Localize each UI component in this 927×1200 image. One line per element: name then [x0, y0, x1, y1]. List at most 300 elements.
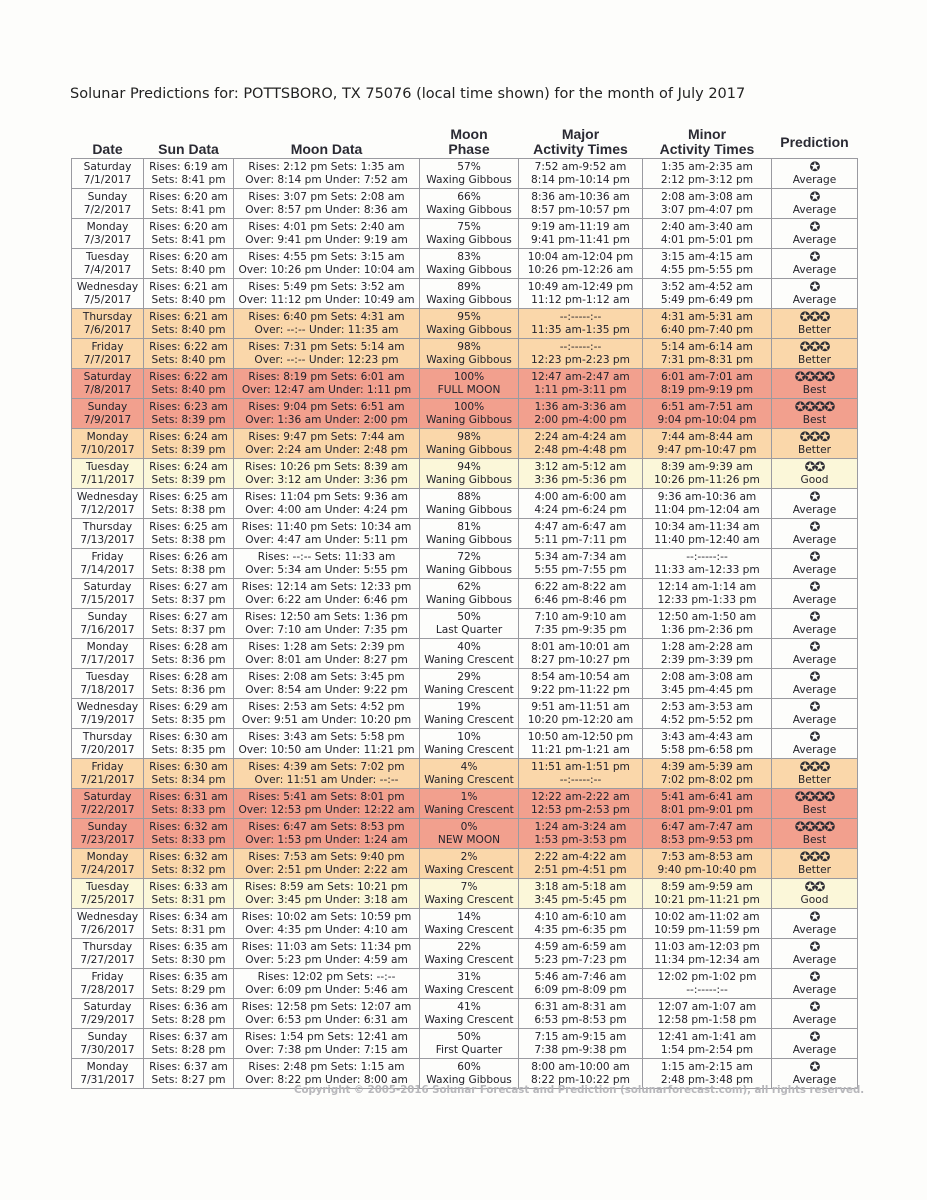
table-row: [72, 879, 858, 909]
phase-percent: 29%: [457, 671, 481, 683]
moon-phase-cell: [420, 759, 519, 789]
major-times-cell: [519, 969, 643, 999]
minor-times-cell: [643, 489, 772, 519]
phase-name: Waning Gibbous: [425, 503, 513, 516]
moon-phase-cell: [420, 369, 519, 399]
date-cell: [72, 339, 144, 369]
sun-data-cell: [144, 219, 234, 249]
major-times-cell: [519, 939, 643, 969]
sunset-time: Sets: 8:40 pm: [151, 263, 226, 276]
prediction-stars-icon: ✪: [809, 220, 820, 235]
moon-over-under: Over: 11:12 pm Under: 10:49 am: [238, 293, 415, 306]
table-row: [72, 459, 858, 489]
moon-over-under: Over: 1:36 am Under: 2:00 pm: [245, 413, 408, 426]
moon-rise-set: Rises: 4:01 pm Sets: 2:40 am: [248, 221, 405, 233]
major-times-cell: [519, 999, 643, 1029]
prediction-cell: [772, 189, 858, 219]
prediction-cell: [772, 789, 858, 819]
phase-percent: 10%: [457, 731, 481, 743]
day-of-week: Saturday: [83, 1001, 132, 1013]
minor-times-cell: [643, 729, 772, 759]
minor-time-1: 9:36 am-10:36 am: [657, 491, 757, 503]
day-of-week: Tuesday: [85, 251, 130, 263]
prediction-cell: [772, 159, 858, 189]
day-of-week: Friday: [91, 551, 124, 563]
moon-phase-cell: [420, 249, 519, 279]
minor-time-2: --:-----:--: [686, 983, 728, 996]
sunrise-time: Rises: 6:32 am: [149, 851, 228, 863]
phase-name: Waning Crescent: [424, 713, 514, 726]
major-times-cell: [519, 729, 643, 759]
phase-name: Waxing Crescent: [424, 893, 514, 906]
major-times-cell: [519, 399, 643, 429]
moon-rise-set: Rises: 4:39 am Sets: 7:02 pm: [248, 761, 405, 773]
minor-times-cell: [643, 159, 772, 189]
moon-data-cell: [234, 249, 420, 279]
prediction-cell: [772, 639, 858, 669]
moon-data-cell: [234, 189, 420, 219]
prediction-cell: [772, 399, 858, 429]
day-of-week: Saturday: [83, 581, 132, 593]
prediction-cell: [772, 699, 858, 729]
prediction-stars-icon: ✪: [809, 580, 820, 595]
phase-name: Waning Gibbous: [425, 593, 513, 606]
sun-data-cell: [144, 249, 234, 279]
minor-time-2: 3:07 pm-4:07 pm: [660, 203, 754, 216]
moon-phase-cell: [420, 1029, 519, 1059]
minor-times-cell: [643, 519, 772, 549]
moon-over-under: Over: 12:53 pm Under: 12:22 am: [238, 803, 415, 816]
sun-data-cell: [144, 759, 234, 789]
major-time-2: 5:11 pm-7:11 pm: [534, 533, 627, 546]
sun-data-cell: [144, 519, 234, 549]
sun-data-cell: [144, 279, 234, 309]
minor-time-1: 4:31 am-5:31 am: [661, 311, 753, 323]
moon-rise-set: Rises: 11:04 pm Sets: 9:36 am: [245, 491, 408, 503]
moon-rise-set: Rises: 6:47 am Sets: 8:53 pm: [248, 821, 405, 833]
sunrise-time: Rises: 6:21 am: [149, 281, 228, 293]
prediction-cell: [772, 429, 858, 459]
table-row: [72, 489, 858, 519]
table-row: [72, 579, 858, 609]
prediction-label: Average: [792, 504, 837, 516]
moon-over-under: Over: 8:14 pm Under: 7:52 am: [245, 173, 408, 186]
date-value: 7/3/2017: [83, 233, 132, 246]
prediction-stars-icon: ✪✪: [804, 460, 825, 475]
minor-time-1: 8:59 am-9:59 am: [661, 881, 753, 893]
prediction-stars-icon: ✪: [809, 940, 820, 955]
page-title: Solunar Predictions for: POTTSBORO, TX 75076 (local time shown) for the month of July 2017: [70, 86, 746, 102]
sunset-time: Sets: 8:38 pm: [151, 503, 226, 516]
major-time-1: 4:47 am-6:47 am: [534, 521, 627, 533]
minor-time-2: 7:31 pm-8:31 pm: [660, 353, 754, 366]
prediction-label: Good: [800, 894, 829, 906]
major-times-cell: [519, 249, 643, 279]
table-row: [72, 759, 858, 789]
day-of-week: Friday: [91, 341, 124, 353]
phase-percent: 2%: [460, 851, 478, 863]
major-times-cell: [519, 369, 643, 399]
date-cell: [72, 639, 144, 669]
date-cell: [72, 489, 144, 519]
moon-data-cell: [234, 879, 420, 909]
date-value: 7/8/2017: [83, 383, 132, 396]
minor-times-cell: [643, 369, 772, 399]
prediction-label: Average: [792, 234, 837, 246]
minor-time-1: 5:41 am-6:41 am: [661, 791, 753, 803]
phase-name: Waning Crescent: [424, 743, 514, 756]
prediction-stars-icon: ✪: [809, 1030, 820, 1045]
moon-rise-set: Rises: --:-- Sets: 11:33 am: [257, 551, 396, 563]
minor-times-cell: [643, 189, 772, 219]
minor-times-cell: [643, 609, 772, 639]
table-row: [72, 999, 858, 1029]
header-moon-phase: Moon Phase: [448, 126, 490, 157]
moon-over-under: Over: 10:26 pm Under: 10:04 am: [238, 263, 415, 276]
phase-name: Last Quarter: [435, 623, 503, 636]
moon-phase-cell: [420, 309, 519, 339]
phase-percent: 88%: [457, 491, 481, 503]
minor-time-2: 10:59 pm-11:59 pm: [654, 923, 760, 936]
prediction-label: Average: [792, 654, 837, 666]
sun-data-cell: [144, 309, 234, 339]
major-times-cell: [519, 819, 643, 849]
phase-name: Waxing Crescent: [424, 953, 514, 966]
day-of-week: Monday: [86, 641, 129, 653]
minor-times-cell: [643, 279, 772, 309]
prediction-cell: [772, 849, 858, 879]
phase-name: Waxing Gibbous: [426, 353, 512, 366]
phase-name: First Quarter: [435, 1043, 503, 1056]
sun-data-cell: [144, 489, 234, 519]
table-row: [72, 279, 858, 309]
prediction-stars-icon: ✪: [809, 730, 820, 745]
minor-time-1: 3:43 am-4:43 am: [661, 731, 753, 743]
phase-name: Waxing Gibbous: [426, 203, 512, 216]
table-row: [72, 969, 858, 999]
moon-data-cell: [234, 789, 420, 819]
major-time-2: 11:21 pm-1:21 am: [531, 743, 630, 756]
prediction-cell: [772, 939, 858, 969]
prediction-stars-icon: ✪: [809, 1000, 820, 1015]
major-time-1: 10:49 am-12:49 pm: [527, 281, 634, 293]
prediction-label: Better: [798, 354, 831, 366]
date-cell: [72, 789, 144, 819]
minor-time-1: 8:39 am-9:39 am: [661, 461, 753, 473]
major-time-2: 11:12 pm-1:12 am: [531, 293, 630, 306]
prediction-label: Average: [792, 594, 837, 606]
sun-data-cell: [144, 1059, 234, 1089]
prediction-stars-icon: ✪✪✪✪: [794, 370, 835, 385]
moon-rise-set: Rises: 12:02 pm Sets: --:--: [257, 971, 396, 983]
minor-time-1: 2:08 am-3:08 am: [661, 191, 753, 203]
date-cell: [72, 369, 144, 399]
table-row: [72, 399, 858, 429]
major-time-2: 2:48 pm-4:48 pm: [534, 443, 627, 456]
minor-times-cell: [643, 939, 772, 969]
minor-time-2: 12:58 pm-1:58 pm: [657, 1013, 757, 1026]
prediction-cell: [772, 519, 858, 549]
day-of-week: Friday: [91, 761, 124, 773]
minor-times-cell: [643, 339, 772, 369]
phase-name: Waning Gibbous: [425, 413, 513, 426]
moon-rise-set: Rises: 2:53 am Sets: 4:52 pm: [248, 701, 405, 713]
sunset-time: Sets: 8:41 pm: [151, 173, 226, 186]
prediction-label: Average: [792, 744, 837, 756]
minor-times-cell: [643, 759, 772, 789]
prediction-label: Average: [792, 924, 837, 936]
sunset-time: Sets: 8:40 pm: [151, 353, 226, 366]
date-value: 7/23/2017: [80, 833, 135, 846]
sunrise-time: Rises: 6:28 am: [149, 641, 228, 653]
prediction-label: Best: [802, 834, 827, 846]
moon-over-under: Over: 3:45 pm Under: 3:18 am: [245, 893, 408, 906]
minor-times-cell: [643, 429, 772, 459]
minor-times-cell: [643, 219, 772, 249]
moon-rise-set: Rises: 11:40 pm Sets: 10:34 am: [241, 521, 412, 533]
copyright-notice: Copyright © 2005-2016 Solunar Forecast and Prediction (solunarforecast.com), all rights reserved.: [294, 1085, 865, 1096]
minor-time-1: 3:15 am-4:15 am: [661, 251, 753, 263]
sun-data-cell: [144, 399, 234, 429]
moon-data-cell: [234, 939, 420, 969]
sunset-time: Sets: 8:31 pm: [151, 923, 226, 936]
table-row: [72, 849, 858, 879]
header-prediction: Prediction: [780, 134, 849, 150]
sunrise-time: Rises: 6:21 am: [149, 311, 228, 323]
phase-name: FULL MOON: [437, 383, 501, 396]
major-time-1: 9:19 am-11:19 am: [531, 221, 630, 233]
sunset-time: Sets: 8:29 pm: [151, 983, 226, 996]
sunrise-time: Rises: 6:32 am: [149, 821, 228, 833]
moon-rise-set: Rises: 9:04 pm Sets: 6:51 am: [248, 401, 405, 413]
prediction-label: Better: [798, 324, 831, 336]
phase-name: Waning Crescent: [424, 773, 514, 786]
major-time-2: 12:23 pm-2:23 pm: [531, 353, 630, 366]
sunset-time: Sets: 8:37 pm: [151, 623, 226, 636]
sunrise-time: Rises: 6:26 am: [149, 551, 228, 563]
date-cell: [72, 909, 144, 939]
minor-times-cell: [643, 849, 772, 879]
prediction-label: Average: [792, 624, 837, 636]
prediction-label: Best: [802, 414, 827, 426]
moon-over-under: Over: 7:38 pm Under: 7:15 am: [245, 1043, 408, 1056]
minor-times-cell: [643, 249, 772, 279]
day-of-week: Monday: [86, 221, 129, 233]
sunset-time: Sets: 8:39 pm: [151, 473, 226, 486]
prediction-stars-icon: ✪✪✪✪: [794, 400, 835, 415]
phase-percent: 19%: [457, 701, 481, 713]
date-value: 7/1/2017: [83, 173, 132, 186]
minor-time-1: --:-----:--: [686, 551, 728, 563]
moon-over-under: Over: 5:23 pm Under: 4:59 am: [245, 953, 408, 966]
moon-rise-set: Rises: 10:26 pm Sets: 8:39 am: [245, 461, 408, 473]
moon-phase-cell: [420, 669, 519, 699]
table-row: [72, 939, 858, 969]
prediction-stars-icon: ✪: [809, 970, 820, 985]
moon-data-cell: [234, 459, 420, 489]
moon-rise-set: Rises: 12:50 am Sets: 1:36 pm: [245, 611, 408, 623]
sun-data-cell: [144, 639, 234, 669]
prediction-stars-icon: ✪✪✪✪: [794, 790, 835, 805]
major-time-1: 3:12 am-5:12 am: [534, 461, 627, 473]
major-time-2: 3:45 pm-5:45 pm: [534, 893, 627, 906]
table-row: [72, 729, 858, 759]
prediction-cell: [772, 219, 858, 249]
minor-times-cell: [643, 399, 772, 429]
phase-percent: 50%: [457, 1031, 481, 1043]
major-time-1: 10:04 am-12:04 pm: [527, 251, 634, 263]
sunset-time: Sets: 8:35 pm: [151, 743, 226, 756]
major-time-2: 11:35 am-1:35 pm: [531, 323, 630, 336]
moon-data-cell: [234, 639, 420, 669]
moon-phase-cell: [420, 159, 519, 189]
moon-phase-cell: [420, 849, 519, 879]
prediction-label: Average: [792, 954, 837, 966]
major-time-2: 4:24 pm-6:24 pm: [534, 503, 627, 516]
minor-time-2: 11:40 pm-12:40 am: [654, 533, 760, 546]
prediction-stars-icon: ✪: [809, 910, 820, 925]
minor-times-cell: [643, 879, 772, 909]
sunrise-time: Rises: 6:24 am: [149, 461, 228, 473]
date-value: 7/12/2017: [80, 503, 135, 516]
table-row: [72, 639, 858, 669]
phase-percent: 22%: [457, 941, 481, 953]
major-time-1: 4:59 am-6:59 am: [534, 941, 627, 953]
phase-percent: 75%: [457, 221, 481, 233]
major-times-cell: [519, 279, 643, 309]
prediction-label: Best: [802, 384, 827, 396]
sunrise-time: Rises: 6:31 am: [149, 791, 228, 803]
moon-phase-cell: [420, 339, 519, 369]
major-time-2: 8:57 pm-10:57 pm: [531, 203, 630, 216]
date-value: 7/7/2017: [83, 353, 132, 366]
sunset-time: Sets: 8:35 pm: [151, 713, 226, 726]
minor-times-cell: [643, 669, 772, 699]
sun-data-cell: [144, 609, 234, 639]
sunset-time: Sets: 8:31 pm: [151, 893, 226, 906]
major-time-2: 1:11 pm-3:11 pm: [534, 383, 627, 396]
moon-over-under: Over: 2:51 pm Under: 2:22 am: [245, 863, 408, 876]
sunrise-time: Rises: 6:34 am: [149, 911, 228, 923]
moon-phase-cell: [420, 219, 519, 249]
table-row: [72, 1059, 858, 1089]
major-time-1: 8:01 am-10:01 am: [531, 641, 630, 653]
prediction-label: Average: [792, 204, 837, 216]
phase-percent: 83%: [457, 251, 481, 263]
minor-times-cell: [643, 1029, 772, 1059]
major-times-cell: [519, 579, 643, 609]
phase-percent: 98%: [457, 431, 481, 443]
sunset-time: Sets: 8:38 pm: [151, 533, 226, 546]
minor-time-1: 2:08 am-3:08 am: [661, 671, 753, 683]
sunset-time: Sets: 8:40 pm: [151, 323, 226, 336]
date-cell: [72, 399, 144, 429]
date-cell: [72, 879, 144, 909]
minor-time-2: 2:39 pm-3:39 pm: [660, 653, 754, 666]
prediction-cell: [772, 549, 858, 579]
date-cell: [72, 1059, 144, 1089]
moon-data-cell: [234, 729, 420, 759]
minor-time-2: 12:33 pm-1:33 pm: [657, 593, 757, 606]
day-of-week: Saturday: [83, 791, 132, 803]
prediction-cell: [772, 669, 858, 699]
prediction-stars-icon: ✪: [809, 610, 820, 625]
moon-phase-cell: [420, 489, 519, 519]
sun-data-cell: [144, 339, 234, 369]
sunrise-time: Rises: 6:19 am: [149, 161, 228, 173]
phase-name: Waxing Gibbous: [426, 1073, 512, 1086]
date-value: 7/16/2017: [80, 623, 135, 636]
prediction-stars-icon: ✪: [809, 700, 820, 715]
minor-time-2: 10:26 pm-11:26 pm: [654, 473, 760, 486]
major-time-2: 10:26 pm-12:26 am: [527, 263, 634, 276]
prediction-label: Average: [792, 714, 837, 726]
minor-time-1: 6:47 am-7:47 am: [661, 821, 753, 833]
major-times-cell: [519, 339, 643, 369]
moon-rise-set: Rises: 4:55 pm Sets: 3:15 am: [248, 251, 405, 263]
sunrise-time: Rises: 6:37 am: [149, 1061, 228, 1073]
date-cell: [72, 279, 144, 309]
phase-name: Waxing Gibbous: [426, 263, 512, 276]
sunrise-time: Rises: 6:25 am: [149, 521, 228, 533]
major-time-1: --:-----:--: [559, 341, 602, 353]
moon-phase-cell: [420, 519, 519, 549]
date-cell: [72, 429, 144, 459]
phase-percent: 41%: [457, 1001, 481, 1013]
sun-data-cell: [144, 999, 234, 1029]
phase-name: Waxing Gibbous: [426, 173, 512, 186]
minor-time-1: 3:52 am-4:52 am: [661, 281, 753, 293]
table-row: [72, 669, 858, 699]
moon-over-under: Over: 3:12 am Under: 3:36 pm: [245, 473, 408, 486]
sunrise-time: Rises: 6:23 am: [149, 401, 228, 413]
moon-phase-cell: [420, 639, 519, 669]
table-row: [72, 429, 858, 459]
major-time-2: 1:53 pm-3:53 pm: [534, 833, 627, 846]
moon-rise-set: Rises: 8:59 am Sets: 10:21 pm: [245, 881, 408, 893]
sun-data-cell: [144, 699, 234, 729]
sun-data-cell: [144, 459, 234, 489]
minor-time-1: 2:53 am-3:53 am: [661, 701, 753, 713]
phase-percent: 40%: [457, 641, 481, 653]
moon-over-under: Over: 8:22 pm Under: 8:00 am: [245, 1073, 408, 1086]
prediction-stars-icon: ✪✪✪: [799, 310, 830, 325]
major-time-1: 5:46 am-7:46 am: [534, 971, 627, 983]
major-time-2: 4:35 pm-6:35 pm: [534, 923, 627, 936]
major-times-cell: [519, 609, 643, 639]
moon-over-under: Over: 10:50 am Under: 11:21 pm: [238, 743, 415, 756]
prediction-cell: [772, 459, 858, 489]
sunset-time: Sets: 8:34 pm: [151, 773, 226, 786]
prediction-cell: [772, 369, 858, 399]
day-of-week: Monday: [86, 431, 129, 443]
date-cell: [72, 549, 144, 579]
date-cell: [72, 969, 144, 999]
minor-time-2: 2:48 pm-3:48 pm: [660, 1073, 754, 1086]
table-row: [72, 249, 858, 279]
prediction-label: Average: [792, 564, 837, 576]
moon-phase-cell: [420, 789, 519, 819]
major-time-2: 3:36 pm-5:36 pm: [534, 473, 627, 486]
minor-time-1: 1:15 am-2:15 am: [661, 1061, 753, 1073]
sunrise-time: Rises: 6:37 am: [149, 1031, 228, 1043]
date-value: 7/18/2017: [80, 683, 135, 696]
sunrise-time: Rises: 6:20 am: [149, 221, 228, 233]
prediction-cell: [772, 879, 858, 909]
sunrise-time: Rises: 6:28 am: [149, 671, 228, 683]
date-value: 7/27/2017: [80, 953, 135, 966]
minor-times-cell: [643, 549, 772, 579]
